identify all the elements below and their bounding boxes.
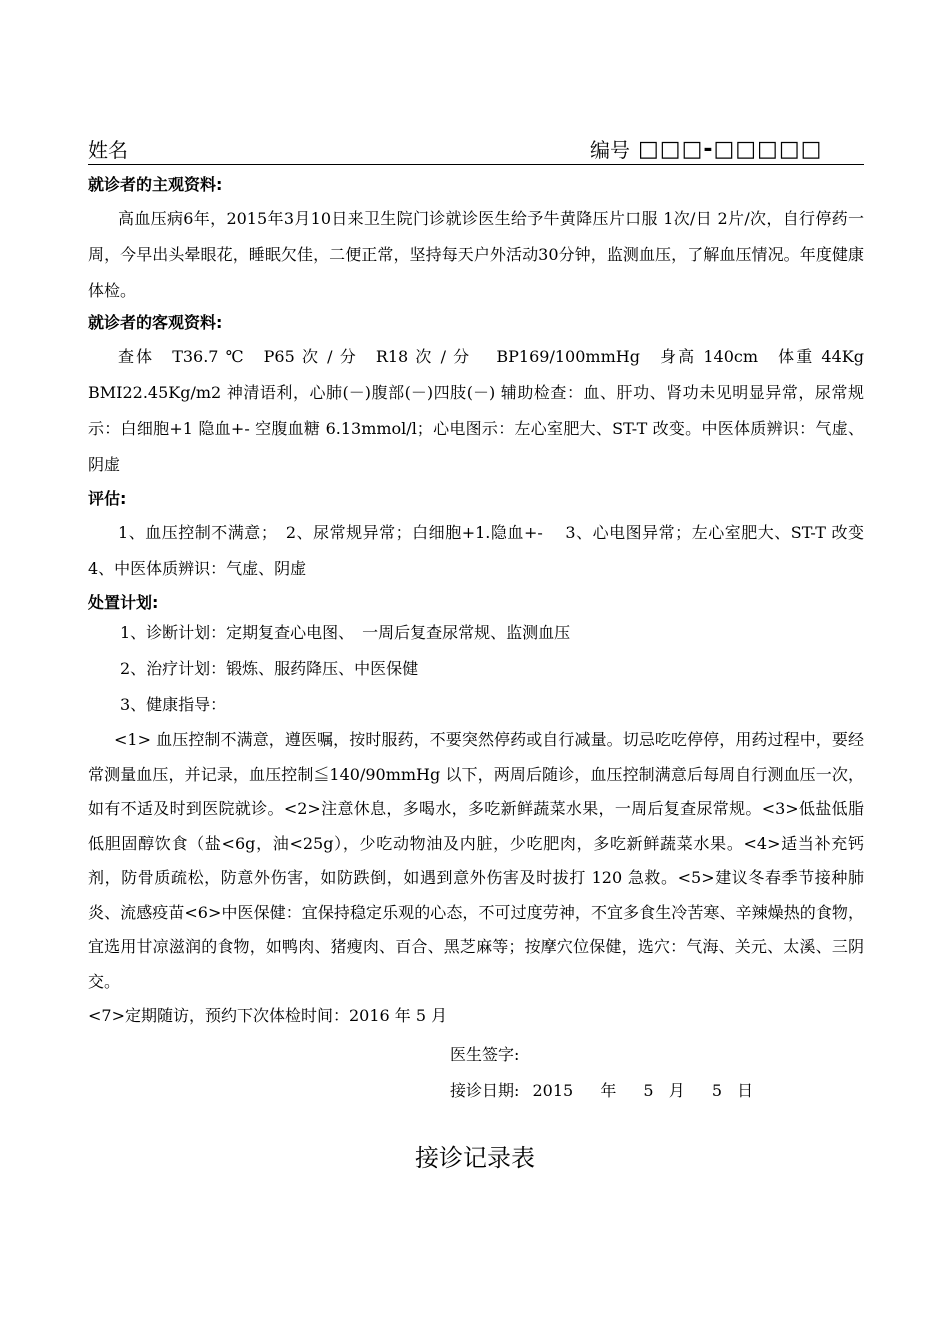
id-label: 编号 [590, 138, 630, 162]
visit-date-year-unit: 年 [600, 1081, 617, 1100]
objective-text: 查体 T36.7 ℃ P65 次 / 分 R18 次 / 分 BP169/100mmHg 身高 140cm 体重 44Kg BMI22.45Kg/m2 神清语利，心肺(－)腹部(－)四肢(－) 辅助检查：血、肝功、肾功未见明显异常，尿常规示：白细胞+1 隐血+- 空腹血糖 6.13mmol/l；心电图示：左心室肥大、ST-T 改变。中医体质辨识：气虚、阴虚 [88, 347, 864, 474]
objective-heading: 就诊者的客观资料: [88, 313, 223, 332]
visit-date-line [450, 1073, 864, 1109]
visit-date-day: 5 [711, 1081, 722, 1100]
plan-item-treatment: 2、治疗计划：锻炼、服药降压、中医保健 [120, 659, 419, 678]
visit-date-month: 5 [643, 1081, 654, 1100]
visit-date-day-unit: 日 [737, 1081, 754, 1100]
signature-block [450, 1037, 864, 1109]
header-line [88, 132, 864, 165]
assessment-heading: 评估: [88, 489, 127, 508]
record-page [88, 132, 881, 1109]
subjective-text: 高血压病6年，2015年3月10日来卫生院门诊就诊医生给予牛黄降压片口服 1次/日 2片/次，自行停药一周，今早出头晕眼花，睡眠欠佳，二便正常，坚持每天户外活动30分钟，监测血压，了解血压情况。年度健康体检。 [88, 209, 864, 300]
plan-heading: 处置计划: [88, 593, 159, 612]
id-value: □□□-□□□□□ [638, 137, 823, 162]
plan-item-health-guidance: 3、健康指导： [120, 695, 227, 714]
form-title: 接诊记录表 [415, 1144, 535, 1172]
health-guidance-text: <1> 血压控制不满意，遵医嘱，按时服药，不要突然停药或自行减量。切忌吃吃停停，用药过程中，要经常测量血压，并记录，血压控制≦140/90mmHg 以下，两周后随诊，血压控制满意后每周自行测血压一次，如有不适及时到医院就诊。<2>注意休息，多喝水，多吃新鲜蔬菜水果，一周后复查尿常规。<3>低盐低脂低胆固醇饮食（盐<6g，油<25g），少吃动物油及内脏，少吃肥肉，多吃新鲜蔬菜水果。<4>适当补充钙剂，防骨质疏松，防意外伤害，如防跌倒，如遇到意外伤害及时拔打 120 急救。<5>建议冬春季节接种肺炎、流感疫苗<6>中医保健：宜保持稳定乐观的心态，不可过度劳神，不宜多食生冷苦寒、辛辣燥热的食物，宜选用甘凉滋润的食物，如鸭肉、猪瘦肉、百合、黑芝麻等；按摩穴位保健，选穴：气海、关元、太溪、三阴交。 [88, 730, 864, 991]
name-label: 姓名 [88, 138, 128, 162]
assessment-text: 1、血压控制不满意； 2、尿常规异常；白细胞+1.隐血+- 3、心电图异常；左心室肥大、ST-T 改变 4、中医体质辨识：气虚、阴虚 [88, 523, 881, 578]
plan-item-diagnosis: 1、诊断计划：定期复查心电图、 一周后复查尿常规、监测血压 [120, 623, 571, 642]
followup-text: <7>定期随访，预约下次体检时间：2016 年 5 月 [88, 1006, 448, 1025]
subjective-heading: 就诊者的主观资料: [88, 175, 223, 194]
visit-date-month-unit: 月 [668, 1081, 685, 1100]
doctor-signature-label: 医生签字: [450, 1045, 520, 1064]
visit-date-label: 接诊日期: [450, 1081, 520, 1100]
visit-date-year: 2015 [532, 1081, 574, 1100]
